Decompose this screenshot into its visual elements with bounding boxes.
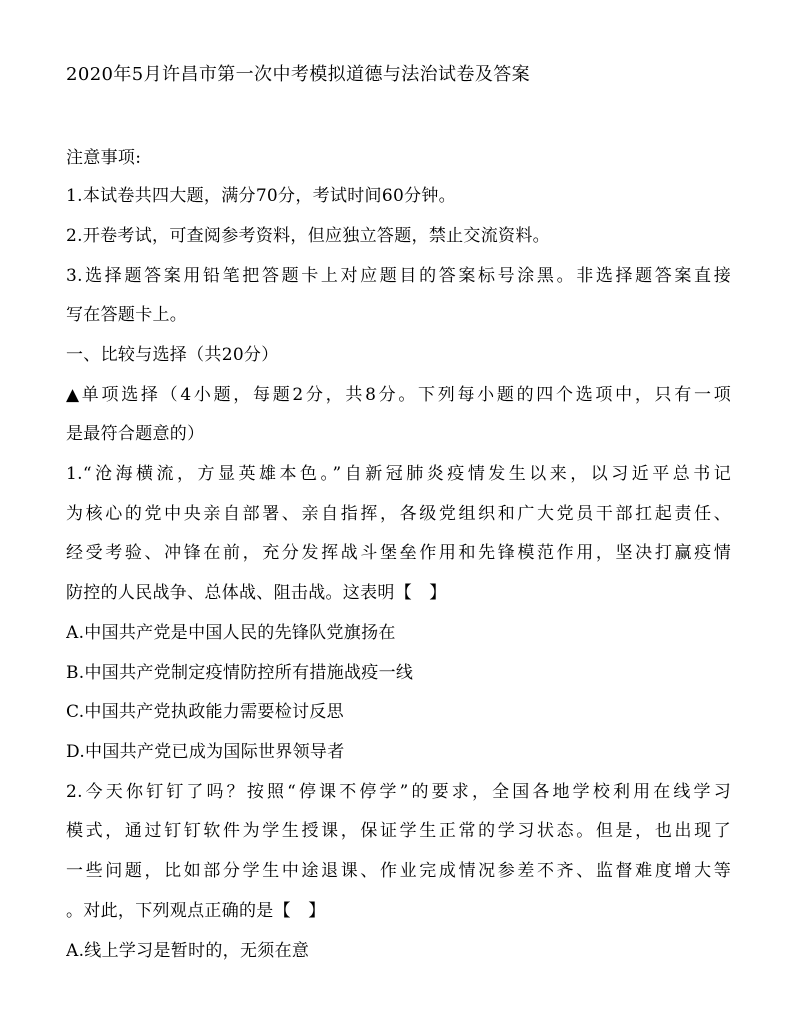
q2-line-2: 模式，通过钉钉软件为学生授课，保证学生正常的学习状态。但是，也出现了 (66, 821, 731, 841)
section-heading: 一、比较与选择（共20分） (66, 345, 279, 365)
q1-line-4: 防控的人民战争、总体战、阻击战。这表明【 】 (66, 583, 447, 603)
q1-line-1: 1.“沧海横流，方显英雄本色。”自新冠肺炎疫情发生以来，以习近平总书记 (66, 464, 731, 484)
q1-line-2: 为核心的党中央亲自部署、亲自指挥，各级党组织和广大党员干部扛起责任、 (66, 504, 731, 524)
document-title: 2020年5月许昌市第一次中考模拟道德与法治试卷及答案 (66, 64, 531, 85)
q2-line-1: 2.今天你钉钉了吗？按照“停课不停学”的要求，全国各地学校利用在线学习 (66, 782, 731, 802)
q1-option-b: B.中国共产党制定疫情防控所有措施战疫一线 (66, 663, 414, 683)
subsection-line-1: ▲单项选择（4小题，每题2分，共8分。下列每小题的四个选项中，只有一项 (66, 385, 731, 405)
notice-line-2: 2.开卷考试，可查阅参考资料，但应独立答题，禁止交流资料。 (66, 226, 550, 246)
q1-option-a: A.中国共产党是中国人民的先锋队党旗扬在 (66, 623, 396, 643)
notice-line-3: 3.选择题答案用铅笔把答题卡上对应题目的答案标号涂黑。非选择题答案直接 (66, 266, 731, 286)
notice-heading: 注意事项: (66, 148, 142, 168)
q2-line-4: 。对此，下列观点正确的是【 】 (66, 901, 326, 921)
q2-option-a: A.线上学习是暂时的，无须在意 (66, 941, 310, 961)
q2-line-3: 一些问题，比如部分学生中途退课、作业完成情况参差不齐、监督难度增大等 (66, 861, 731, 881)
notice-line-4: 写在答题卡上。 (66, 305, 188, 325)
q1-option-c: C.中国共产党执政能力需要检讨反思 (66, 702, 344, 722)
q1-line-3: 经受考验、冲锋在前，充分发挥战斗堡垒作用和先锋模范作用，坚决打赢疫情 (66, 543, 731, 563)
notice-line-1: 1.本试卷共四大题，满分70分，考试时间60分钟。 (66, 186, 456, 206)
q1-option-d: D.中国共产党已成为国际世界领导者 (66, 742, 345, 762)
subsection-line-2: 是最符合题意的） (66, 424, 205, 444)
